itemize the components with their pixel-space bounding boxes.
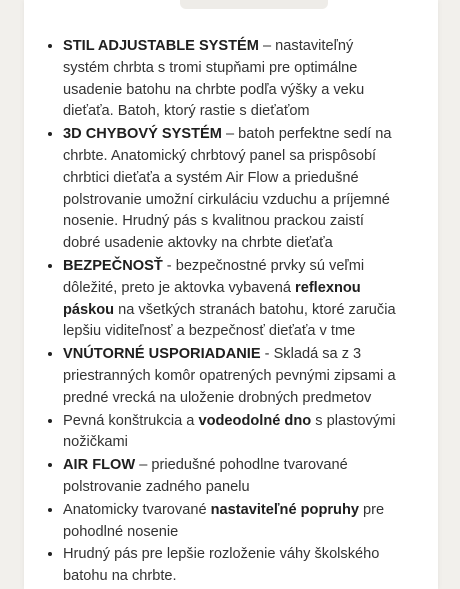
feature-text: na všetkých stranách batohu, ktoré zaručia lepšiu viditeľnosť a bezpečnosť dieťaťa v tme [63, 301, 396, 340]
feature-list [40, 35, 403, 588]
feature-item [63, 123, 403, 255]
feature-item [63, 543, 403, 588]
feature-text: Anatomicky tvarované [63, 501, 211, 518]
feature-text: – batoh perfektne sedí na chrbte. Anatomický chrbtový panel sa prispôsobí chrbtici dieťaťa a systém Air Flow a priedušné polstrovanie umožní cirkuláciu vzduchu a príjemné nosenie. Hrudný pás s kvalitnou prackou zaistí dobré usadenie aktovky na chrbte dieťaťa [63, 126, 392, 252]
feature-highlight: VNÚTORNÉ USPORIADANIE [63, 346, 261, 363]
feature-item [63, 35, 403, 123]
feature-item [63, 343, 403, 409]
feature-item [63, 255, 403, 343]
feature-text: - Skladá sa z 3 priestranných komôr opatrených pevnými zipsami a predné vrecká na uloženie drobných predmetov [63, 346, 396, 406]
feature-highlight: AIR FLOW [63, 457, 136, 474]
feature-text: pre pohodlné nosenie [63, 501, 385, 540]
feature-item [63, 410, 403, 455]
feature-highlight: vodeodolné dno [198, 412, 312, 429]
feature-text: – nastaviteľný systém chrbta s tromi stupňami pre optimálne usadenie batohu na chrbte podľa výšky a veku dieťaťa. Batoh, ktorý rastie s dieťaťom [63, 38, 365, 120]
feature-highlight: BEZPEČNOSŤ [63, 257, 163, 274]
feature-text: s plastovými nožičkami [63, 412, 396, 451]
feature-text: - bezpečnostné prvky sú veľmi dôležité, preto je aktovka vybavená [63, 257, 365, 296]
feature-highlight: nastaviteľné popruhy [210, 501, 359, 518]
feature-highlight: reflexnou páskou [63, 279, 361, 318]
feature-highlight: 3D CHYBOVÝ SYSTÉM [63, 126, 222, 143]
collapsed-tab[interactable] [180, 0, 328, 9]
feature-highlight: STIL ADJUSTABLE SYSTÉM [63, 38, 259, 54]
feature-item [63, 499, 403, 544]
feature-item [63, 454, 403, 499]
feature-text: Pevná konštrukcia a [63, 412, 199, 429]
feature-text: Hrudný pás pre lepšie rozloženie váhy školského batohu na chrbte. [63, 546, 380, 585]
feature-text: – priedušné pohodlne tvarované polstrovanie zadného panelu [63, 457, 348, 495]
